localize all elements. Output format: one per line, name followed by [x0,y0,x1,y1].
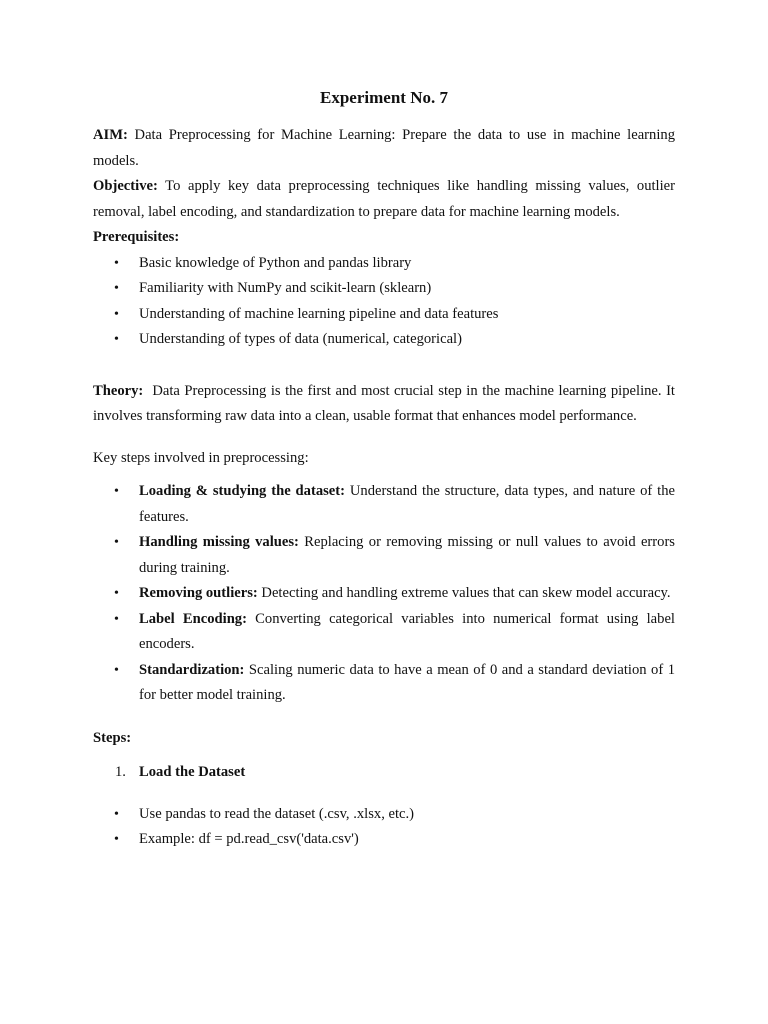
prerequisites-label: Prerequisites: [93,229,180,245]
key-step-desc: Scaling numeric data to have a mean of 0 and a standard deviation of 1 for better model training. [139,661,675,703]
list-item: • Example: df = pd.read_csv('data.csv') [93,827,675,853]
step-number: 1. [115,764,126,780]
objective-label: Objective: [93,178,158,194]
key-step-desc: Replacing or removing missing or null values to avoid errors during training. [139,534,675,576]
objective-paragraph [93,174,675,225]
aim-label: AIM: [93,127,128,143]
page-title: Experiment No. 7 [320,88,448,107]
step-title: Load the Dataset [139,764,246,780]
list-item [93,581,675,607]
theory-paragraph [93,379,679,430]
key-steps-intro: Key steps involved in preprocessing: [93,449,309,466]
key-step-term: Label Encoding: [139,610,247,627]
list-item: • Understanding of types of data (numerical, categorical) [93,327,675,353]
list-item [93,760,675,786]
list-item [93,479,675,530]
step-sub-list [93,802,675,853]
document-page [93,86,679,853]
list-item: • Use pandas to read the dataset (.csv, .xlsx, etc.) [93,802,675,828]
key-step-desc: Detecting and handling extreme values that can skew model accuracy. [257,585,671,601]
prerequisites-list [93,251,675,353]
list-item [93,607,675,658]
list-item: • Familiarity with NumPy and scikit-learn (sklearn) [93,276,675,302]
key-step-term: Removing outliers: [139,585,258,601]
steps-list [93,760,675,786]
list-item: • Understanding of machine learning pipeline and data features [93,302,675,328]
list-item: • Basic knowledge of Python and pandas library [93,251,675,277]
key-step-desc: Understand the structure, data types, and nature of the features. [139,483,675,525]
prerequisites-heading [93,225,675,251]
key-step-desc: Converting categorical variables into numerical format using label encoders. [139,610,675,652]
steps-heading [93,726,675,752]
key-step-term: Standardization: [139,661,245,678]
theory-text: Data Preprocessing is the first and most crucial step in the machine learning pipeline. It involves transforming raw data into a clean, usable format that enhances model performance. [93,382,679,424]
key-step-term: Handling missing values: [139,534,299,550]
list-item [93,530,675,581]
steps-label: Steps: [93,729,132,746]
theory-label: Theory: [93,382,144,399]
aim-text: Data Preprocessing for Machine Learning: Prepare the data to use in machine learning models. [93,127,675,169]
key-steps-list [93,479,675,709]
key-step-term: Loading & studying the dataset: [139,483,346,499]
aim-paragraph [93,123,675,174]
list-item [93,658,675,709]
objective-text: To apply key data preprocessing techniques like handling missing values, outlier removal, label encoding, and standardization to prepare data for machine learning models. [93,178,675,220]
